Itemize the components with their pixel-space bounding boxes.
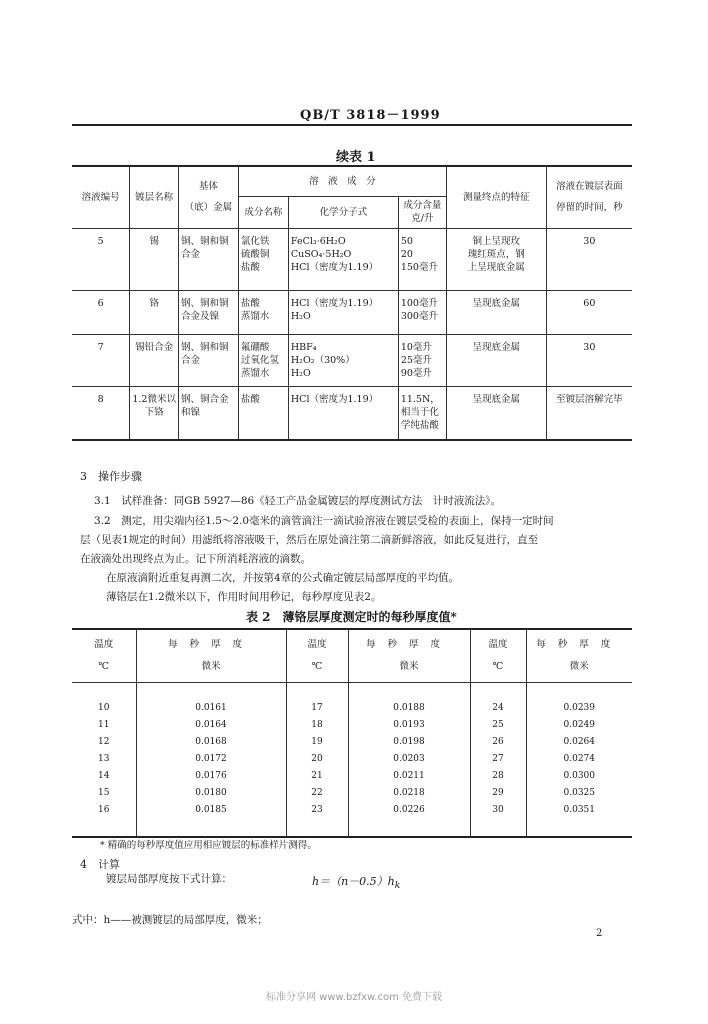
cell-substrate-line: 合金及镍 xyxy=(180,310,219,322)
th-temp-3: 温度 ℃ xyxy=(470,629,526,683)
table2-row xyxy=(72,700,632,717)
temperature-cell: 13 xyxy=(72,751,136,768)
temperature-cell: 16 xyxy=(72,802,136,819)
cell-coating xyxy=(130,290,179,334)
cell-coating-line: 锡铅合金 xyxy=(135,341,174,353)
cell-substrate xyxy=(178,334,238,386)
cell-solution-no: 6 xyxy=(72,290,130,334)
thickness-cell: 0.0300 xyxy=(563,771,595,781)
formula-where: 式中：h——被测镀层的局部厚度，微米； xyxy=(72,914,268,926)
cell-endpoint xyxy=(446,228,546,290)
cell-content-line: 50 xyxy=(400,235,413,247)
table1-row xyxy=(72,228,632,290)
temperature-cell: 30 xyxy=(470,802,526,819)
temperature-cell: 18 xyxy=(286,717,348,734)
cell-substrate-line: 铜、铜和铜 xyxy=(180,235,229,247)
th-substrate: 基体 （底）金属 xyxy=(178,166,238,228)
temperature-cell: 10 xyxy=(72,700,136,717)
cell-content-line: 150毫升 xyxy=(400,261,438,273)
th-solution-no: 溶液编号 xyxy=(72,166,130,228)
cell-substrate xyxy=(178,290,238,334)
thickness-cell: 0.0274 xyxy=(563,754,595,764)
cell-component xyxy=(238,228,288,290)
table2-row xyxy=(72,717,632,734)
section3-p2-line2: 层（见表1规定的时间）用滤纸将溶液吸干，然后在原处滴注第二滴新鲜溶液，如此反复进行，直至 xyxy=(80,534,539,546)
cell-formula-line: HCl（密度为1.19） xyxy=(290,261,379,273)
cell-solution-no: 5 xyxy=(72,228,130,290)
thickness-cell: 0.0193 xyxy=(348,717,470,734)
th-formula: 化学分子式 xyxy=(288,196,398,228)
cell-substrate-line: 和镍 xyxy=(180,406,200,418)
section3-p2-line1: 3.2 测定，用尖端内径1.5～2.0毫米的滴管滴注一滴试验溶液在镀层受检的表面上，保持一定时间 xyxy=(94,515,554,527)
cell-content-line: 学纯盐酸 xyxy=(400,419,439,431)
table2-footnote: * 精确的每秒厚度值应用相应镀层的标准样片测得。 xyxy=(100,840,317,851)
cell-endpoint-line: 瑰红斑点，钢 xyxy=(467,248,525,260)
section3-p4: 薄铬层在1.2微米以下，作用时间用秒记，每秒厚度见表2。 xyxy=(106,591,382,603)
cell-formula-line: H₂O₂（30%） xyxy=(290,354,355,366)
thickness-formula: $h=(n-0.5)h_k$ xyxy=(312,875,401,892)
cell-time: 60 xyxy=(546,290,632,334)
cell-component-line: 盐酸 xyxy=(240,393,260,405)
section3-heading: 3 操作步骤 xyxy=(80,470,142,483)
table2-row xyxy=(72,802,632,819)
table2-row xyxy=(72,785,632,802)
cell-solution-no: 7 xyxy=(72,334,130,386)
cell-coating-line: 下铬 xyxy=(144,406,164,418)
cell-formula xyxy=(288,334,398,386)
cell-endpoint xyxy=(446,334,546,386)
cell-endpoint-line: 铜上呈现玫 xyxy=(472,235,520,247)
cell-component-line: 过氧化氢 xyxy=(240,354,279,366)
cell-component xyxy=(238,334,288,386)
cell-component-line: 硫酸铜 xyxy=(240,248,270,260)
temperature-cell: 27 xyxy=(470,751,526,768)
cell-coating-line: 锡 xyxy=(149,235,159,247)
thickness-cell: 0.0264 xyxy=(563,737,595,747)
temperature-cell: 26 xyxy=(470,734,526,751)
th-temp-1: 温度 ℃ xyxy=(72,629,136,683)
cell-substrate-line: 钢、铜和铜 xyxy=(180,341,229,353)
temperature-cell: 17 xyxy=(286,700,348,717)
table1 xyxy=(72,165,632,441)
thickness-cell: 0.0239 xyxy=(563,703,595,713)
th-coating-name: 镀层名称 xyxy=(130,166,179,228)
thickness-cell: 0.0325 xyxy=(563,788,595,798)
cell-formula-line: HCl（密度为1.19） xyxy=(290,297,379,309)
table1-row xyxy=(72,334,632,386)
cell-formula-line: CuSO₄·5H₂O xyxy=(290,248,352,260)
cell-content-line: 11.5N， xyxy=(400,393,440,405)
cell-substrate-line: 钢、铜合金 xyxy=(180,393,229,405)
thickness-cell: 0.0168 xyxy=(136,734,286,751)
cell-content xyxy=(398,386,446,440)
section3-p1: 3.1 试样准备：同GB 5927—86《轻工产品金属镀层的厚度测试方法 计时液流法》。 xyxy=(94,495,501,507)
thickness-cell: 0.0176 xyxy=(136,768,286,785)
thickness-cell: 0.0180 xyxy=(136,785,286,802)
cell-content-line: 300毫升 xyxy=(400,310,438,322)
cell-formula xyxy=(288,228,398,290)
cell-substrate xyxy=(178,228,238,290)
cell-endpoint xyxy=(446,290,546,334)
thickness-cell: 0.0188 xyxy=(348,700,470,717)
cell-time: 至镀层溶解完毕 xyxy=(546,386,632,440)
cell-coating-line: 铬 xyxy=(149,297,159,309)
temperature-cell: 20 xyxy=(286,751,348,768)
section4-heading: 4 计算 xyxy=(80,858,120,871)
cell-coating xyxy=(130,228,179,290)
thickness-cell: 0.0249 xyxy=(563,720,595,730)
cell-content xyxy=(398,228,446,290)
temperature-cell: 19 xyxy=(286,734,348,751)
cell-content-line: 100毫升 xyxy=(400,297,438,309)
cell-component xyxy=(238,290,288,334)
cell-formula xyxy=(288,290,398,334)
cell-component-line: 盐酸 xyxy=(240,297,260,309)
cell-component-line: 氯化铁 xyxy=(240,235,270,247)
cell-coating xyxy=(130,334,179,386)
temperature-cell: 15 xyxy=(72,785,136,802)
cell-content-line: 25毫升 xyxy=(400,354,432,366)
thickness-cell: 0.0172 xyxy=(136,751,286,768)
cell-formula-line: HCl（密度为1.19） xyxy=(290,393,379,405)
section3-p3: 在原液滴附近重复再测二次，并按第4章的公式确定镀层局部厚度的平均值。 xyxy=(106,572,460,584)
cell-formula-line: FeCl₃·6H₂O xyxy=(290,235,346,247)
cell-component-line: 蒸馏水 xyxy=(240,367,270,379)
temperature-cell: 24 xyxy=(470,700,526,717)
cell-formula-line: H₂O xyxy=(290,367,311,379)
cell-endpoint-line: 呈现底金属 xyxy=(472,297,520,309)
thickness-cell: 0.0226 xyxy=(348,802,470,819)
temperature-cell: 25 xyxy=(470,717,526,734)
th-content: 成分含量 克/升 xyxy=(398,196,446,228)
th-composition: 溶 液 成 分 xyxy=(238,166,446,196)
cell-endpoint xyxy=(446,386,546,440)
th-endpoint-feature: 测量终点的特征 xyxy=(446,166,546,228)
table1-row xyxy=(72,386,632,440)
th-stay-time: 溶液在镀层表面 停留的时间，秒 xyxy=(546,166,632,228)
cell-content-line: 90毫升 xyxy=(400,367,432,379)
th-thick-3: 每秒厚度 微米 xyxy=(526,629,632,683)
th-thick-1: 每秒厚度 微米 xyxy=(136,629,286,683)
table1-row xyxy=(72,290,632,334)
th-component-name: 成分名称 xyxy=(238,196,288,228)
cell-component-line: 蒸馏水 xyxy=(240,310,270,322)
cell-time: 30 xyxy=(546,334,632,386)
cell-content-line: 相当于化 xyxy=(400,406,439,418)
cell-substrate xyxy=(178,386,238,440)
section4-intro: 镀层局部厚度按下式计算： xyxy=(106,873,232,885)
cell-endpoint-line: 上呈现底金属 xyxy=(467,261,525,273)
temperature-cell: 21 xyxy=(286,768,348,785)
cell-endpoint-line: 呈现底金属 xyxy=(472,393,520,405)
table2 xyxy=(72,628,632,838)
cell-substrate-line: 合金 xyxy=(180,354,200,366)
table2-caption: 表 2 薄铬层厚度测定时的每秒厚度值* xyxy=(246,610,457,624)
temperature-cell: 29 xyxy=(470,785,526,802)
cell-endpoint-line: 呈现底金属 xyxy=(472,341,520,353)
cell-time: 30 xyxy=(546,228,632,290)
cell-content xyxy=(398,290,446,334)
table1-caption: 续表 1 xyxy=(336,150,376,165)
temperature-cell: 14 xyxy=(72,768,136,785)
page-number: 2 xyxy=(596,928,603,939)
cell-coating-line: 1.2微米以 xyxy=(132,393,176,405)
cell-component xyxy=(238,386,288,440)
thickness-cell: 0.0203 xyxy=(348,751,470,768)
cell-coating xyxy=(130,386,179,440)
table2-row xyxy=(72,751,632,768)
cell-content xyxy=(398,334,446,386)
th-thick-2: 每秒厚度 微米 xyxy=(348,629,470,683)
cell-content-line: 20 xyxy=(400,248,413,260)
cell-substrate-line: 合金 xyxy=(180,248,200,260)
section3-p2-line3: 在液滴处出现终点为止。记下所消耗溶液的滴数。 xyxy=(80,553,311,565)
cell-content-line: 10毫升 xyxy=(400,341,432,353)
temperature-cell: 23 xyxy=(286,802,348,819)
thickness-cell: 0.0351 xyxy=(563,805,595,815)
thickness-cell: 0.0218 xyxy=(348,785,470,802)
cell-solution-no: 8 xyxy=(72,386,130,440)
cell-formula xyxy=(288,386,398,440)
temperature-cell: 28 xyxy=(470,768,526,785)
thickness-cell: 0.0211 xyxy=(348,768,470,785)
th-temp-2: 温度 ℃ xyxy=(286,629,348,683)
cell-component-line: 盐酸 xyxy=(240,261,260,273)
temperature-cell: 22 xyxy=(286,785,348,802)
cell-component-line: 氟硼酸 xyxy=(240,341,270,353)
temperature-cell: 11 xyxy=(72,717,136,734)
thickness-cell: 0.0161 xyxy=(136,700,286,717)
temperature-cell: 12 xyxy=(72,734,136,751)
watermark: 标准分享网 www.bzfxw.com 免费下载 xyxy=(266,992,442,1003)
table2-row xyxy=(72,768,632,785)
standard-code: QB/T 3818－1999 xyxy=(300,108,441,123)
header-rule xyxy=(72,124,632,126)
table2-row xyxy=(72,734,632,751)
cell-substrate-line: 钢、铜和铜 xyxy=(180,297,229,309)
cell-formula-line: HBF₄ xyxy=(290,341,317,353)
thickness-cell: 0.0198 xyxy=(348,734,470,751)
thickness-cell: 0.0164 xyxy=(136,717,286,734)
cell-formula-line: H₂O xyxy=(290,310,311,322)
thickness-cell: 0.0185 xyxy=(136,802,286,819)
